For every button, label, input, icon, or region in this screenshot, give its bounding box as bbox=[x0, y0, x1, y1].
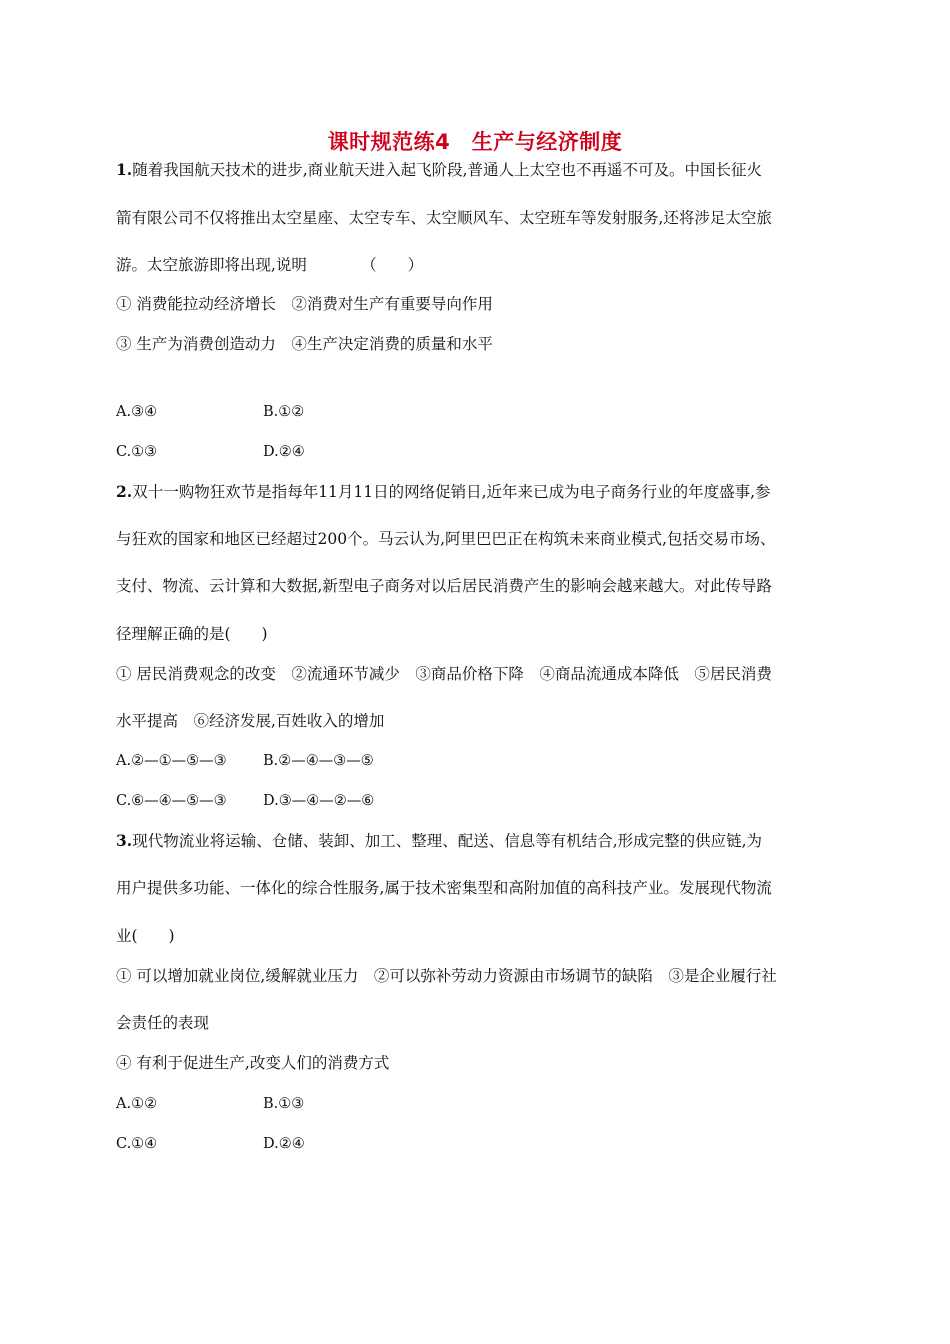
question-1-option-d: D.②④ bbox=[263, 444, 305, 460]
question-2-stem-line-2: 与狂欢的国家和地区已经超过200个。马云认为,阿里巴巴正在构筑未来商业模式,包括交易市场、 bbox=[116, 530, 776, 548]
question-1-stem-line-1: 1.随着我国航天技术的进步,商业航天进入起飞阶段,普通人上太空也不再遥不可及。中国长征火 bbox=[116, 160, 763, 179]
question-3-stem-line-2: 用户提供多功能、一体化的综合性服务,属于技术密集型和高附加值的高科技产业。发展现代物流 bbox=[116, 879, 772, 897]
question-1-item-line-2: ③ 生产为消费创造动力 ④生产决定消费的质量和水平 bbox=[116, 335, 493, 353]
question-2-stem-line-4: 径理解正确的是( ) bbox=[116, 625, 268, 643]
question-3-number: 3. bbox=[116, 831, 133, 850]
question-3-option-a: A.①② bbox=[116, 1096, 158, 1112]
question-2-number: 2. bbox=[116, 482, 133, 501]
question-3-stem-line-1: 3.现代物流业将运输、仓储、装卸、加工、整理、配送、信息等有机结合,形成完整的供应链,为 bbox=[116, 831, 763, 850]
question-3-item-line-1: ① 可以增加就业岗位,缓解就业压力 ②可以弥补劳动力资源由市场调节的缺陷 ③是企业履行社 bbox=[116, 967, 777, 985]
question-1-stem-line-3: 游。太空旅游即将出现,说明 （ ） bbox=[116, 256, 424, 274]
question-1-item-line-1: ① 消费能拉动经济增长 ②消费对生产有重要导向作用 bbox=[116, 295, 493, 313]
question-2-stem-line-3: 支付、物流、云计算和大数据,新型电子商务对以后居民消费产生的影响会越来越大。对此传导路 bbox=[116, 577, 772, 595]
question-3-option-c: C.①④ bbox=[116, 1136, 158, 1152]
question-3-item-line-2: 会责任的表现 bbox=[116, 1014, 210, 1032]
question-3-item-line-3: ④ 有利于促进生产,改变人们的消费方式 bbox=[116, 1054, 390, 1072]
question-3-option-b: B.①③ bbox=[263, 1096, 305, 1112]
question-2-stem-line-1: 2.双十一购物狂欢节是指每年11月11日的网络促销日,近年来已成为电子商务行业的年度盛事,参 bbox=[116, 482, 771, 501]
question-2-item-line-2: 水平提高 ⑥经济发展,百姓收入的增加 bbox=[116, 712, 385, 730]
question-2-option-d: D.③—④—②—⑥ bbox=[263, 793, 375, 809]
question-2-item-line-1: ① 居民消费观念的改变 ②流通环节减少 ③商品价格下降 ④商品流通成本降低 ⑤居民消费 bbox=[116, 665, 772, 683]
question-3-option-d: D.②④ bbox=[263, 1136, 305, 1152]
question-2-option-a: A.②—①—⑤—③ bbox=[116, 753, 227, 769]
question-3-stem-line-3: 业( ) bbox=[116, 927, 175, 945]
question-1-option-c: C.①③ bbox=[116, 444, 158, 460]
question-1-stem-line-2: 箭有限公司不仅将推出太空星座、太空专车、太空顺风车、太空班车等发射服务,还将涉足太空旅 bbox=[116, 209, 772, 227]
question-2-option-b: B.②—④—③—⑤ bbox=[263, 753, 374, 769]
question-1-number: 1. bbox=[116, 160, 133, 179]
question-1-option-a: A.③④ bbox=[116, 404, 158, 420]
page-title: 课时规范练4 生产与经济制度 bbox=[327, 130, 623, 154]
question-2-option-c: C.⑥—④—⑤—③ bbox=[116, 793, 227, 809]
question-1-option-b: B.①② bbox=[263, 404, 305, 420]
